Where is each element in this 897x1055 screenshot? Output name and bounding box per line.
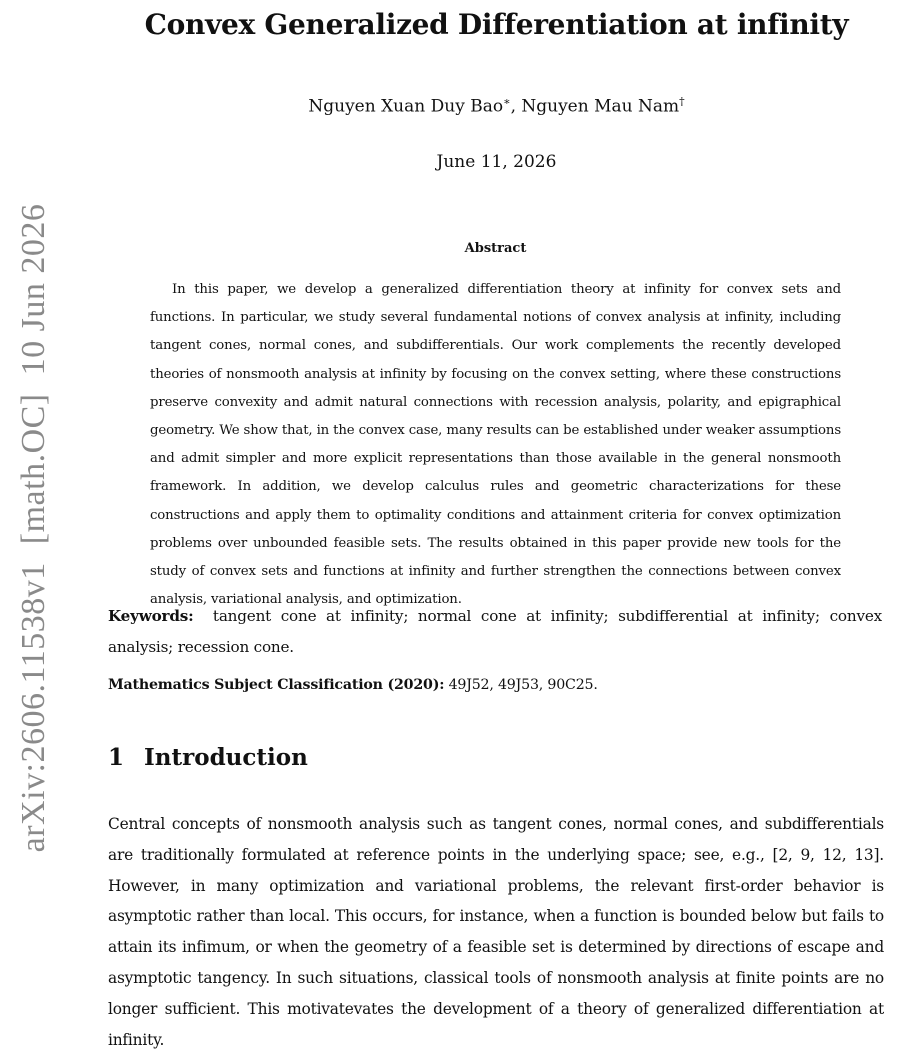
author-separator: , xyxy=(510,96,522,117)
keywords-label: Keywords: xyxy=(108,607,194,625)
msc-paragraph xyxy=(108,674,882,696)
arxiv-date: 10 Jun 2026 xyxy=(15,203,52,376)
abstract-heading: Abstract xyxy=(464,241,527,256)
author-1: Nguyen Xuan Duy Bao xyxy=(308,96,504,117)
paper-date: June 11, 2026 xyxy=(436,152,557,172)
section-title: Introduction xyxy=(144,744,308,771)
keywords-paragraph xyxy=(108,601,882,663)
arxiv-side-stamp xyxy=(15,204,53,853)
author-2: Nguyen Mau Nam xyxy=(521,96,680,117)
section-number: 1 xyxy=(108,744,125,771)
author-2-footnote-mark: † xyxy=(679,95,685,108)
section-heading xyxy=(108,744,308,771)
arxiv-category: [math.OC] xyxy=(15,393,52,545)
paper-title: Convex Generalized Differentiation at infinity xyxy=(144,8,849,41)
msc-label: Mathematics Subject Classification (2020): xyxy=(108,677,445,693)
arxiv-id: arXiv:2606.11538v1 xyxy=(15,562,52,853)
keywords-text: tangent cone at infinity; normal cone at infinity; subdifferential at infinity; convex analysis; recession cone. xyxy=(108,607,882,656)
author-line xyxy=(108,95,885,117)
intro-paragraph: Central concepts of nonsmooth analysis such as tangent cones, normal cones, and subdifferentials are traditionally formulated at reference points in the underlying space; see, e.g., [2, 9, 12, 13]. However, in many optimization and variational problems, the relevant first-order behavior is asymptotic rather than local. This occurs, for instance, when a function is bounded below but fails to attain its infimum, or when the geometry of a feasible set is determined by directions of escape and asymptotic tangency. In such situations, classical tools of nonsmooth analysis at finite points are no longer sufficient. This motivatevates the development of a theory of generalized differentiation at infinity. xyxy=(108,815,884,1049)
author-1-footnote-mark: ∗ xyxy=(503,95,511,108)
msc-text: 49J52, 49J53, 90C25. xyxy=(448,677,598,693)
abstract-body: In this paper, we develop a generalized differentiation theory at infinity for convex sets and functions. In particular, we study several fundamental notions of convex analysis at infinity, including tangent cones, normal cones, and subdifferentials. Our work complements the recently developed theories of nonsmooth analysis at infinity by focusing on the convex setting, where these constructions preserve convexity and admit natural connections with recession analysis, polarity, and epigraphical geometry. We show that, in the convex case, many results can be established under weaker assumptions and admit simpler and more explicit representations than those available in the general nonsmooth framework. In addition, we develop calculus rules and geometric characterizations for these constructions and apply them to optimality conditions and attainment criteria for convex optimization problems over unbounded feasible sets. The results obtained in this paper provide new tools for the study of convex sets and functions at infinity and further strengthen the connections between convex analysis, variational analysis, and optimization. xyxy=(150,282,841,608)
